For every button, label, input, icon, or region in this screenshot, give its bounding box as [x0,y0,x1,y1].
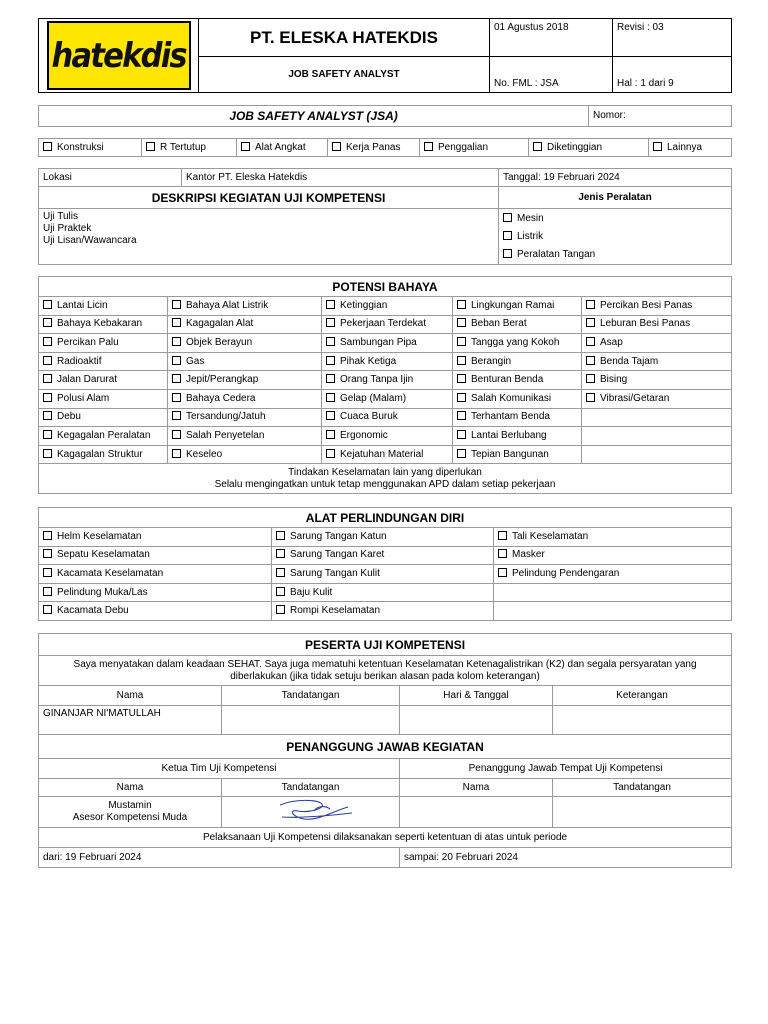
participant-date-cell[interactable] [400,706,553,735]
ppe-row [39,546,732,565]
checkbox-label: Konstruksi [57,141,104,153]
checkbox-label: Kejatuhan Material [340,448,424,460]
issue-date: 01 Agustus 2018 [490,19,613,57]
checkbox-label: Kagagalan Alat [186,318,254,330]
activity-line: Uji Praktek [43,223,92,234]
equipment-item[interactable]: Mesin [503,210,727,228]
hazard-row [39,408,732,427]
checkbox[interactable] [172,411,181,420]
checkbox-label: Salah Komunikasi [471,392,552,404]
activity-line: Uji Tulis [43,211,79,222]
checkbox-label: Diketinggian [547,141,603,153]
checkbox-label: Salah Penyetelan [186,429,265,441]
hazard-option-bahaya-kebakaran[interactable] [39,315,168,334]
hazard-option-vibrasi-getaran[interactable] [582,389,732,408]
jsa-title: JOB SAFETY ANALYST (JSA) [39,106,589,127]
checkbox-label: Kagagalan Struktur [57,448,143,460]
hazard-option-beban-berat[interactable] [453,315,582,334]
col-signature: Tandatangan [222,686,400,706]
checkbox[interactable] [457,449,466,458]
hazard-row [39,334,732,353]
hazard-option-jalan-darurat[interactable] [39,371,168,390]
checkbox-label: Kerja Panas [346,141,401,153]
checkbox[interactable] [172,449,181,458]
hazard-section [38,276,732,494]
logo-text: hatekdis [51,35,186,76]
checkbox-label: Keseleo [186,448,223,460]
leader-identity [39,797,222,828]
checkbox-label: Kacamata Keselamatan [57,567,164,579]
checkbox-label: Bahaya Cedera [186,392,256,404]
equipment-item[interactable]: Listrik [503,228,727,246]
hazard-row [39,297,732,316]
checkbox-label: Bahaya Kebakaran [57,318,143,330]
ppe-title: ALAT PERLINDUNGAN DIRI [39,508,732,528]
checkbox[interactable] [43,430,52,439]
empty-cell [494,583,732,602]
checkbox-label: Debu [57,411,81,423]
work-type-kerja-panas[interactable] [328,139,420,157]
checkbox[interactable] [457,337,466,346]
hazard-option-pekerjaan-terdekat[interactable] [322,315,453,334]
checkbox-label: Benda Tajam [600,355,659,367]
checkbox[interactable] [457,430,466,439]
hazard-option-kagagalan-alat[interactable] [168,315,322,334]
hazard-option-ketinggian[interactable] [322,297,453,316]
leader-col-signature: Tandatangan [222,779,400,797]
hazard-option-ergonomic[interactable] [322,427,453,446]
document-header [38,18,732,93]
checkbox-label: Jalan Darurat [57,374,118,386]
checkbox-label: Terhantam Benda [471,411,550,423]
hazard-option-debu[interactable] [39,408,168,427]
period-text: Pelaksanaan Uji Kompetensi dilaksanakan seperti ketentuan di atas untuk periode [39,828,732,848]
work-type-diketinggian[interactable] [529,139,649,157]
checkbox[interactable] [457,318,466,327]
activity-description [39,209,499,265]
hazard-option-keseleo[interactable] [168,445,322,464]
hazard-row [39,445,732,464]
hazard-option-gelap-malam[interactable] [322,389,453,408]
checkbox[interactable] [326,430,335,439]
checkbox[interactable] [503,213,512,222]
hazard-option-polusi-alam[interactable] [39,389,168,408]
checkbox-label: Radioaktif [57,355,102,367]
checkbox[interactable] [586,356,595,365]
col-date: Hari & Tanggal [400,686,553,706]
empty-cell [494,602,732,621]
checkbox[interactable] [457,300,466,309]
hazard-option-berangin[interactable] [453,352,582,371]
checkbox[interactable] [498,549,507,558]
checkbox-label: Pelindung Muka/Las [57,586,148,598]
venue-col-name: Nama [400,779,553,797]
leader-name: Mustamin [108,800,152,811]
checkbox-label: Lingkungan Ramai [471,299,555,311]
venue-signature-cell[interactable] [553,797,732,828]
work-type-alat-angkat[interactable] [237,139,328,157]
col-name: Nama [39,686,222,706]
participant-title: PESERTA UJI KOMPETENSI [39,634,732,656]
hazard-option-salah-komunikasi[interactable] [453,389,582,408]
checkbox[interactable] [498,531,507,540]
participant-name: GINANJAR NI'MATULLAH [39,706,222,735]
checkbox[interactable] [326,393,335,402]
period-from: dari: 19 Februari 2024 [39,848,400,868]
checkbox-label: Lantai Licin [57,299,108,311]
venue-heading: Penanggung Jawab Tempat Uji Kompetensi [400,759,732,779]
checkbox-label: Beban Berat [471,318,527,330]
checkbox-label: Ergonomic [340,429,388,441]
handwritten-signature [222,797,398,827]
hazard-note-line: Selalu mengingatkan untuk tetap menggunakan APD dalam setiap pekerjaan [214,478,556,490]
checkbox-label: Tersandung/Jatuh [186,411,266,423]
ppe-section [38,507,732,621]
hazard-row [39,352,732,371]
checkbox-label: Polusi Alam [57,392,110,404]
ppe-option-kacamata-debu[interactable] [39,602,272,621]
checkbox-label: Percikan Palu [57,336,119,348]
company-name: PT. ELESKA HATEKDIS [199,19,490,57]
ppe-option-masker[interactable] [494,546,732,565]
hazard-row [39,371,732,390]
checkbox-label: Baju Kulit [290,586,333,598]
checkbox[interactable] [43,393,52,402]
checkbox-label: Bahaya Alat Listrik [186,299,269,311]
hazard-option-sambungan-pipa[interactable] [322,334,453,353]
checkbox[interactable] [424,142,433,151]
checkbox[interactable] [586,300,595,309]
ppe-option-helm-keselamatan[interactable] [39,528,272,547]
checkbox-label: Leburan Besi Panas [600,318,691,330]
ppe-option-sepatu-keselamatan[interactable] [39,546,272,565]
equipment-list [499,209,732,265]
hazard-option-jepit-perangkap[interactable] [168,371,322,390]
checkbox[interactable] [276,531,285,540]
checkbox-label: Benturan Benda [471,374,544,386]
checkbox[interactable] [172,393,181,402]
leader-signature [222,797,400,828]
work-type-r-tertutup[interactable] [142,139,237,157]
hazard-option-cuaca-buruk[interactable] [322,408,453,427]
hazard-option-percikan-palu[interactable] [39,334,168,353]
checkbox[interactable] [43,318,52,327]
checkbox[interactable] [172,374,181,383]
activity-title: DESKRIPSI KEGIATAN UJI KOMPETENSI [39,187,499,209]
checkbox-label: Lantai Berlubang [471,429,547,441]
hazard-option-lantai-berlubang[interactable] [453,427,582,446]
ppe-option-pelindung-muka-las[interactable] [39,583,272,602]
checkbox[interactable] [276,587,285,596]
checkbox-label: Sarung Tangan Kulit [290,567,380,579]
activity-line: Uji Lisan/Wawancara [43,235,137,246]
work-type-penggalian[interactable] [420,139,529,157]
work-type-row [38,138,732,157]
checkbox-label: Sepatu Keselamatan [57,549,150,561]
hazard-option-objek-berayun[interactable] [168,334,322,353]
checkbox-label: Objek Berayun [186,336,253,348]
venue-col-signature: Tandatangan [553,779,732,797]
checkbox[interactable] [172,318,181,327]
checkbox[interactable] [43,449,52,458]
checkbox[interactable] [172,337,181,346]
responsible-title: PENANGGUNG JAWAB KEGIATAN [39,735,732,759]
checkbox-label: Sarung Tangan Karet [290,549,385,561]
ppe-option-tali-keselamatan[interactable] [494,528,732,547]
hazard-option-tangga-yang-kokoh[interactable] [453,334,582,353]
ppe-row [39,583,732,602]
checkbox[interactable] [586,393,595,402]
form-subtitle: JOB SAFETY ANALYST [199,57,490,93]
checkbox-label: Tepian Bangunan [471,448,549,460]
checkbox-label: Cuaca Buruk [340,411,398,423]
hazard-row [39,389,732,408]
ppe-option-sarung-tangan-kulit[interactable] [272,565,494,584]
checkbox-label: Rompi Keselamatan [290,605,381,617]
work-type-konstruksi[interactable] [39,139,142,157]
checkbox-label: Berangin [471,355,512,367]
checkbox[interactable] [457,411,466,420]
checkbox[interactable] [503,249,512,258]
jsa-title-row [38,105,732,127]
activity-section [38,168,732,265]
checkbox[interactable] [43,587,52,596]
ppe-option-rompi-keselamatan[interactable] [272,602,494,621]
checkbox[interactable] [172,300,181,309]
location-date: Tanggal: 19 Februari 2024 [499,169,732,187]
hazard-option-leburan-besi-panas[interactable] [582,315,732,334]
checkbox[interactable] [586,374,595,383]
hazard-option-tepian-bangunan[interactable] [453,445,582,464]
checkbox-label: Alat Angkat [255,141,306,153]
checkbox[interactable] [586,337,595,346]
page-number: Hal : 1 dari 9 [613,57,732,93]
venue-name-cell[interactable] [400,797,553,828]
checkbox[interactable] [43,337,52,346]
checkbox[interactable] [146,142,155,151]
hazard-option-kejatuhan-material[interactable] [322,445,453,464]
checkbox-label: Kegagalan Peralatan [57,429,151,441]
hazard-option-gas[interactable] [168,352,322,371]
checkbox-label: Masker [512,549,545,561]
checkbox-label: Lainnya [667,141,703,153]
checkbox-label: Jepit/Perangkap [186,374,259,386]
hazard-option-radioaktif[interactable] [39,352,168,371]
hazard-option-pihak-ketiga[interactable] [322,352,453,371]
hazard-option-lantai-licin[interactable] [39,297,168,316]
hazard-option-lingkungan-ramai[interactable] [453,297,582,316]
checkbox-label: Gelap (Malam) [340,392,407,404]
leader-heading: Ketua Tim Uji Kompetensi [39,759,400,779]
hazard-option-asap[interactable] [582,334,732,353]
hazard-option-kegagalan-peralatan[interactable] [39,427,168,446]
form-number: No. FML : JSA [490,57,613,93]
equipment-item[interactable]: Peralatan Tangan [503,246,727,264]
checkbox-label: Asap [600,336,623,348]
hazard-title: POTENSI BAHAYA [39,277,732,297]
checkbox[interactable] [276,568,285,577]
checkbox[interactable] [326,411,335,420]
checkbox-label: Bising [600,374,628,386]
checkbox[interactable] [498,568,507,577]
checkbox-label: Pelindung Pendengaran [512,567,620,579]
checkbox[interactable] [43,300,52,309]
ppe-option-baju-kulit[interactable] [272,583,494,602]
equipment-title: Jenis Peralatan [499,187,732,209]
location-label: Lokasi [39,169,182,187]
checkbox-label: Ketinggian [340,299,388,311]
hazard-option-terhantam-benda[interactable] [453,408,582,427]
checkbox-label: Helm Keselamatan [57,530,142,542]
checkbox[interactable] [43,568,52,577]
hazard-option-bahaya-alat-listrik[interactable] [168,297,322,316]
checkbox[interactable] [241,142,250,151]
checkbox-label: Kacamata Debu [57,605,129,617]
checkbox[interactable] [326,318,335,327]
ppe-option-kacamata-keselamatan[interactable] [39,565,272,584]
checkbox[interactable] [332,142,341,151]
leader-role: Asesor Kompetensi Muda [72,812,188,823]
checkbox[interactable] [457,374,466,383]
checkbox[interactable] [533,142,542,151]
hazard-option-percikan-besi-panas[interactable] [582,297,732,316]
checkbox[interactable] [43,605,52,614]
checkbox-label: Sambungan Pipa [340,336,417,348]
participant-statement: Saya menyatakan dalam keadaan SEHAT. Saya juga mematuhi ketentuan Keselamatan Ketenagalistrikan (K2) dan segala persyaratan yang diberlakukan (jika tidak setuju berikan alasan pada kolom keterangan) [39,656,732,686]
ppe-row [39,602,732,621]
participant-notes-cell[interactable] [553,706,732,735]
empty-cell [582,408,732,427]
ppe-option-sarung-tangan-karet[interactable] [272,546,494,565]
checkbox[interactable] [43,374,52,383]
checkbox-label: Vibrasi/Getaran [600,392,670,404]
hazard-note-line: Tindakan Keselamatan lain yang diperlukan [288,466,482,478]
checkbox[interactable] [457,393,466,402]
hazard-option-orang-tanpa-ijin[interactable] [322,371,453,390]
checkbox[interactable] [457,356,466,365]
nomor-field[interactable]: Nomor: [589,106,732,127]
checkbox[interactable] [43,549,52,558]
period-to: sampai: 20 Februari 2024 [400,848,732,868]
checkbox[interactable] [326,356,335,365]
checkbox[interactable] [653,142,662,151]
checkbox-label: Orang Tanpa Ijin [340,374,414,386]
checkbox-label: Pihak Ketiga [340,355,397,367]
checkbox[interactable] [276,605,285,614]
empty-cell [582,445,732,464]
ppe-row [39,528,732,547]
checkbox[interactable] [172,430,181,439]
hazard-row [39,427,732,446]
checkbox[interactable] [586,318,595,327]
checkbox-label: Pekerjaan Terdekat [340,318,426,330]
checkbox[interactable] [172,356,181,365]
hazard-option-benda-tajam[interactable] [582,352,732,371]
col-notes: Keterangan [553,686,732,706]
ppe-row [39,565,732,584]
company-logo [47,21,191,90]
checkbox[interactable] [326,374,335,383]
checkbox[interactable] [43,142,52,151]
hazard-option-bahaya-cedera[interactable] [168,389,322,408]
checkbox-label: Percikan Besi Panas [600,299,693,311]
hazard-option-salah-penyetelan[interactable] [168,427,322,446]
ppe-option-sarung-tangan-katun[interactable] [272,528,494,547]
hazard-option-benturan-benda[interactable] [453,371,582,390]
checkbox-label: Tali Keselamatan [512,530,589,542]
hazard-note [39,464,732,494]
hazard-option-bising[interactable] [582,371,732,390]
checkbox[interactable] [503,231,512,240]
hazard-option-tersandung-jatuh[interactable] [168,408,322,427]
work-type-lainnya[interactable] [649,139,732,157]
ppe-option-pelindung-pendengaran[interactable] [494,565,732,584]
hazard-row [39,315,732,334]
checkbox[interactable] [276,549,285,558]
checkbox[interactable] [43,531,52,540]
checkbox-label: Tangga yang Kokoh [471,336,560,348]
checkbox[interactable] [326,449,335,458]
checkbox[interactable] [326,337,335,346]
hazard-option-kagagalan-struktur[interactable] [39,445,168,464]
participant-signature-cell[interactable] [222,706,400,735]
leader-col-name: Nama [39,779,222,797]
revision: Revisi : 03 [613,19,732,57]
checkbox[interactable] [43,411,52,420]
participant-section [38,633,732,868]
checkbox-label: R Tertutup [160,141,206,153]
checkbox-label: Sarung Tangan Katun [290,530,387,542]
checkbox[interactable] [43,356,52,365]
checkbox-label: Penggalian [438,141,489,153]
logo-cell [39,19,199,93]
checkbox[interactable] [326,300,335,309]
checkbox-label: Gas [186,355,205,367]
empty-cell [582,427,732,446]
location-value: Kantor PT. Eleska Hatekdis [182,169,499,187]
